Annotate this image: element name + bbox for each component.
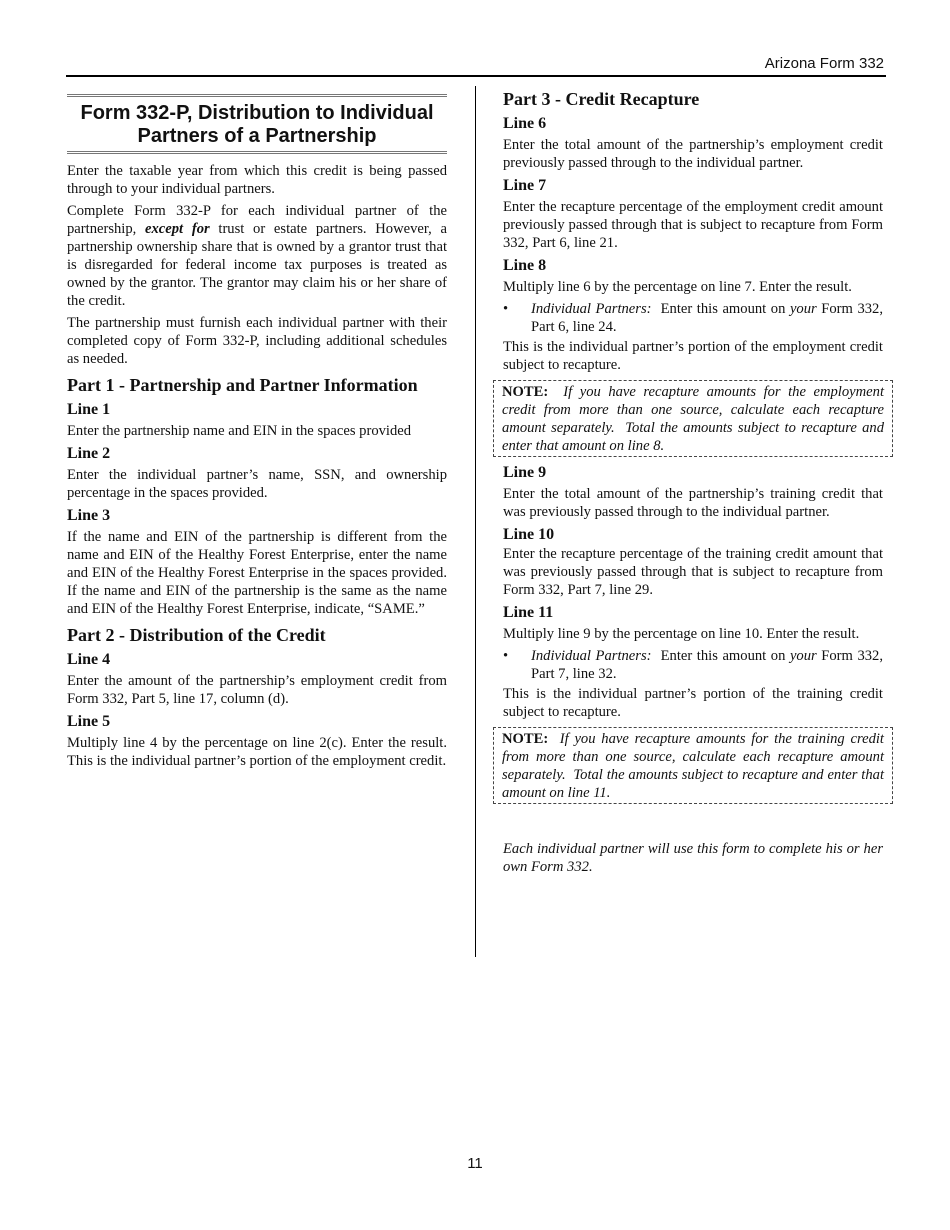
intro-p2-end: trust or estate partners. However, a partnership ownership share that is owned by a grantor trust that is disregarded for federal income tax purposes is treated as owned by the grantor. The grantor may claim his or her share of the credit. (67, 221, 447, 309)
line1-heading: Line 1 (67, 401, 111, 418)
note1-label: NOTE: (502, 384, 549, 400)
line11-after-text: This is the individual partner’s portion of the training credit subject to recapture. (503, 686, 883, 720)
header-rule (66, 75, 886, 77)
part3-heading: Part 3 - Credit Recapture (503, 89, 700, 109)
line11-bullet-text (531, 647, 883, 683)
line8-bullet (503, 300, 883, 336)
line11-bullet-end: Form 332, Part 7, line 32. (531, 648, 883, 682)
intro-paragraph-2 (67, 202, 447, 310)
line8-bullet-label: Individual Partners: (531, 301, 652, 317)
page-number: 11 (467, 1155, 483, 1172)
line11-text: Multiply line 9 by the percentage on line 10. Enter the result. (503, 626, 860, 642)
line8-bullet-end: Form 332, Part 6, line 24. (531, 301, 883, 335)
line11-bullet-label: Individual Partners: (531, 648, 652, 664)
line7-heading: Line 7 (503, 177, 547, 194)
line11-bullet-mid: Enter this amount on (651, 648, 790, 664)
line3-heading: Line 3 (67, 507, 111, 524)
title-line-2: Partners of a Partnership (137, 125, 377, 147)
note2-label: NOTE: (502, 731, 549, 747)
line4-heading: Line 4 (67, 651, 111, 668)
line7-text: Enter the recapture percentage of the employment credit amount previously passed through that is subject to recapture from Form 332, Part 6, line 21. (503, 199, 883, 251)
page-title (67, 94, 447, 154)
note2-text: If you have recapture amounts for the training credit from more than one source, calculate each recapture amount separately. Total the amounts subject to recapture and enter that amount on line 11. (502, 731, 888, 801)
form-label: Arizona Form 332 (764, 55, 884, 72)
intro-p2-emphasis: except for (145, 221, 210, 237)
note-box-employment (493, 380, 893, 457)
line10-heading: Line 10 (503, 526, 555, 543)
closing-text: Each individual partner will use this form to complete his or her own Form 332. (503, 841, 883, 875)
line9-text: Enter the total amount of the partnership’s training credit that was previously passed through to the individual partner. (503, 486, 883, 520)
line5-text: Multiply line 4 by the percentage on line 2(c). Enter the result. This is the individual partner’s portion of the employment credit. (67, 735, 447, 769)
line1-text: Enter the partnership name and EIN in the spaces provided (67, 423, 412, 439)
line3-text: If the name and EIN of the partnership is different from the name and EIN of the Healthy Forest Enterprise, enter the name and EIN of the Healthy Forest Enterprise in the spaces provided. If the name and EIN of the partnership is the same as the name and EIN of the Healthy Forest Enterprise, indicate, “SAME.” (67, 529, 447, 617)
bullet-glyph: • (503, 301, 509, 317)
part1-heading: Part 1 - Partnership and Partner Information (67, 375, 418, 395)
line6-heading: Line 6 (503, 115, 547, 132)
line8-after-text: This is the individual partner’s portion of the employment credit subject to recapture. (503, 339, 883, 373)
line8-text: Multiply line 6 by the percentage on line 7. Enter the result. (503, 279, 852, 295)
line9-heading: Line 9 (503, 464, 547, 481)
bullet-glyph: • (503, 648, 509, 664)
left-column (67, 94, 447, 774)
line8-bullet-mid: Enter this amount on (651, 301, 790, 317)
line4-text: Enter the amount of the partnership’s employment credit from Form 332, Part 5, line 17, column (d). (67, 673, 447, 707)
column-divider (475, 86, 476, 957)
intro-p2-start: Complete Form 332-P for each individual partner of the partnership, (67, 203, 447, 237)
part2-heading: Part 2 - Distribution of the Credit (67, 625, 326, 645)
right-column (502, 88, 888, 880)
line8-heading: Line 8 (503, 257, 547, 274)
line11-heading: Line 11 (503, 604, 554, 621)
line11-bullet-your: your (789, 648, 817, 664)
line8-bullet-your: your (789, 301, 817, 317)
line10-text: Enter the recapture percentage of the training credit amount that was previously passed through that is subject to recapture from Form 332, Part 7, line 29. (503, 546, 883, 598)
line8-bullet-text (531, 300, 883, 336)
line6-text: Enter the total amount of the partnership’s employment credit previously passed through to the individual partner. (503, 137, 883, 171)
line11-bullet (503, 647, 883, 683)
line5-heading: Line 5 (67, 713, 111, 730)
line2-text: Enter the individual partner’s name, SSN, and ownership percentage in the spaces provided. (67, 467, 447, 501)
title-line-1: Form 332-P, Distribution to Individual (80, 102, 434, 124)
note-box-training (493, 727, 893, 804)
note1-text: If you have recapture amounts for the employment credit from more than one source, calculate each recapture amount separately. Total the amounts subject to recapture and enter that amount on line 8. (502, 384, 888, 454)
intro-paragraph-1: Enter the taxable year from which this credit is being passed through to your individual partners. (67, 163, 447, 197)
line2-heading: Line 2 (67, 445, 111, 462)
intro-paragraph-3: The partnership must furnish each individual partner with their completed copy of Form 332-P, including additional schedules as needed. (67, 315, 447, 367)
